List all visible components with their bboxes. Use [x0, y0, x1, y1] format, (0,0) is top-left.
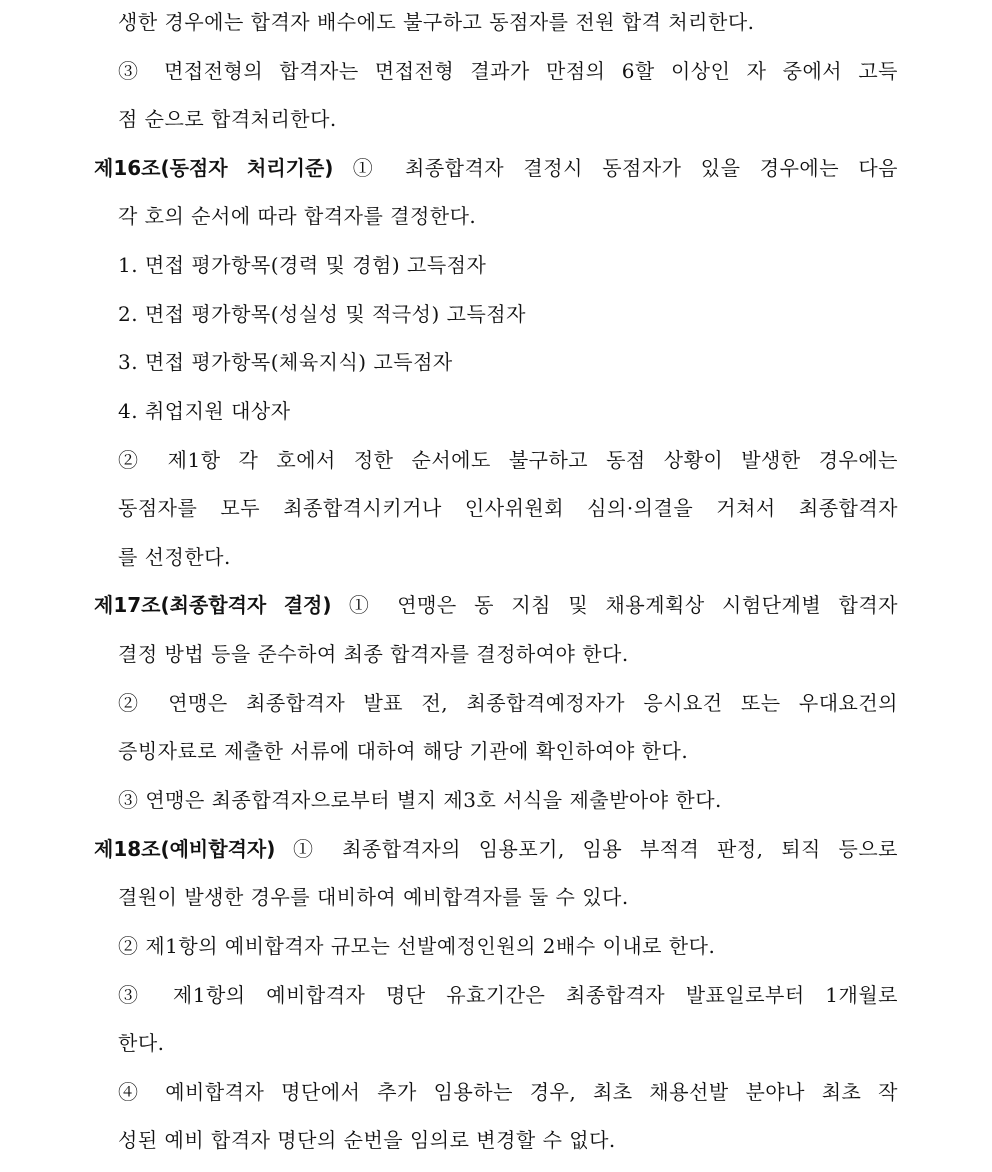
- list-item: 2. 면접 평가항목(성실성 및 적극성) 고득점자: [118, 302, 526, 326]
- text-line: 를 선정한다.: [118, 545, 231, 569]
- text-line: ② 연맹은 최종합격자 발표 전, 최종합격예정자가 응시요건 또는 우대요건의: [118, 691, 898, 715]
- article-text: ① 최종합격자의 임용포기, 임용 부적격 판정, 퇴직 등으로: [275, 837, 898, 861]
- article-17-line: [94, 585, 898, 625]
- article-text: ① 연맹은 동 지침 및 채용계획상 시험단계별 합격자: [331, 593, 898, 617]
- list-item: 1. 면접 평가항목(경력 및 경험) 고득점자: [118, 253, 487, 277]
- text-line: 각 호의 순서에 따라 합격자를 결정한다.: [118, 204, 477, 228]
- list-item: 4. 취업지원 대상자: [118, 399, 291, 423]
- text-line: 성된 예비 합격자 명단의 순번을 임의로 변경할 수 없다.: [118, 1128, 616, 1152]
- text-line: ③ 면접전형의 합격자는 면접전형 결과가 만점의 6할 이상인 자 중에서 고득: [118, 59, 898, 83]
- text-line: ③ 연맹은 최종합격자으로부터 별지 제3호 서식을 제출받아야 한다.: [118, 788, 722, 812]
- text-line: ③ 제1항의 예비합격자 명단 유효기간은 최종합격자 발표일로부터 1개월로: [118, 983, 898, 1007]
- text-line: ② 제1항 각 호에서 정한 순서에도 불구하고 동점 상황이 발생한 경우에는: [118, 448, 898, 472]
- text-line: ② 제1항의 예비합격자 규모는 선발예정인원의 2배수 이내로 한다.: [118, 934, 716, 958]
- article-16-line: [94, 148, 898, 188]
- text-line: 결정 방법 등을 준수하여 최종 합격자를 결정하여야 한다.: [118, 642, 629, 666]
- article-18-line: [94, 829, 898, 869]
- text-line: 생한 경우에는 합격자 배수에도 불구하고 동점자를 전원 합격 처리한다.: [118, 10, 755, 34]
- article-heading: 제18조(예비합격자): [94, 837, 276, 861]
- text-line: 증빙자료로 제출한 서류에 대하여 해당 기관에 확인하여야 한다.: [118, 739, 689, 763]
- text-line: 결원이 발생한 경우를 대비하여 예비합격자를 둘 수 있다.: [118, 885, 629, 909]
- list-item: 3. 면접 평가항목(체육지식) 고득점자: [118, 350, 453, 374]
- text-line: ④ 예비합격자 명단에서 추가 임용하는 경우, 최초 채용선발 분야나 최초 작: [118, 1080, 898, 1104]
- text-line: 점 순으로 합격처리한다.: [118, 107, 337, 131]
- text-line: 동점자를 모두 최종합격시키거나 인사위원회 심의·의결을 거쳐서 최종합격자: [118, 496, 898, 520]
- article-text: ① 최종합격자 결정시 동점자가 있을 경우에는 다음: [333, 156, 898, 180]
- text-line: 한다.: [118, 1031, 165, 1055]
- article-heading: 제16조(동점자 처리기준): [94, 156, 334, 180]
- article-heading: 제17조(최종합격자 결정): [94, 593, 332, 617]
